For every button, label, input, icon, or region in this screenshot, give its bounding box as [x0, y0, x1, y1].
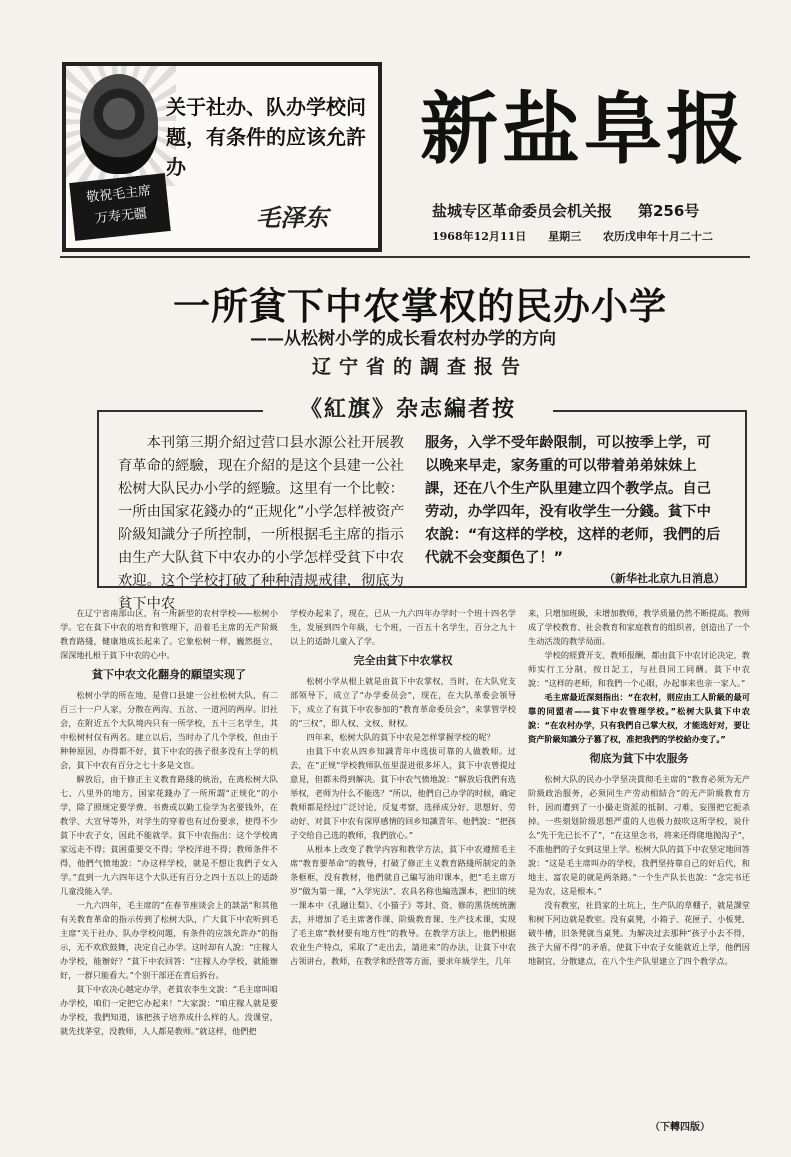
main-headline: 一所貧下中农掌权的民办小学	[173, 284, 667, 328]
ribbon-banner	[69, 173, 171, 241]
issue-number: 第256号	[638, 202, 700, 220]
report-label: 辽宁省的調查报告	[311, 356, 528, 378]
editor-note-column-1: 本刊第三期介紹过营口县水源公社开展教育革命的經驗，现在介紹的是这个县建一公社松树大队民办小学的經驗。这里有一个比較：一所由国家花錢办的“正规化”小学怎样被资产阶級知識分子所控制，一所根据毛主席的指示由生产大队貧下中农办的小学怎样受貧下中农欢迎。这个学校打破了种种清规戒律，彻底为貧下中农	[118, 435, 405, 612]
publication-date: 1968年12月11日	[432, 230, 527, 243]
article-paragraph: 松树小学从根上就是由貧下中农掌权，当时，在大队党支部领导下，成立了“办学委员会”，现在，在大队革委会領导下，成立了有貧下中农参加的“教育革命委员会”，来掌管学校的“三权”，即人权、文权、财权。	[290, 676, 516, 728]
ribbon-line1: 敬祝毛主席	[85, 183, 152, 206]
sub-headline: ——从松树小学的成长看农村办学的方向	[250, 329, 556, 349]
article-paragraph: 来，只增加班級，未增加教师，教学质量仍然不断提高。教师成了学校教育、社会教育和家庭教育的组织者，创造出了一个生动活泼的教学局面。	[528, 608, 750, 646]
article-column-3	[528, 606, 750, 1151]
article-paragraph: 学校办起来了，现在，已从一九六四年办学时一个班十四名学生，发展到四个年級，七个班，一百五十名学生，百分之九十以上的适龄儿童入了学。	[290, 608, 516, 646]
article-paragraph: 四年来，松树大队的貧下中农是怎样掌握学校的呢？	[306, 732, 495, 742]
lunar-date: 农历戊申年十月二十二	[602, 230, 713, 243]
article-column-1	[60, 606, 278, 1151]
weekday: 星期三	[548, 230, 582, 243]
article-paragraph: 貧下中农决心越定办学，老貧农李生文說：“毛主席叫咱办学校，咱们一定把它办起来！”大家說：“咱庄稼人就是要办学校，我們知道，该把孩子培养成什么样的人。没课堂，就先找茅堂，没教师，人人都是教师。”就这样，他們把	[60, 984, 278, 1036]
news-source: （新华社北京九日消息）	[604, 572, 725, 585]
date-line	[432, 228, 731, 244]
article-paragraph: 松树小学的所在地，是营口县建一公社松树大队，有二百三十一户人家，分散在两沟、五岔、一道河的两岸。旧社会，在附近五个大队境内只有一所学校，五十三名学生，其中松树村仅有两名。建立以后，当时办了几个学校，但由于种种原因，办得都不好，貧下中农的孩子很多没有上学的机会，貧下中农有百分之七十多是文盲。	[60, 690, 278, 770]
ribbon-line2: 万寿无疆	[94, 206, 148, 227]
article-paragraph: 毛主席最近深刻指出：“在农村，则应由工人阶級的最可靠的同盟者——貧下中农管理学校。”松树大队貧下中农說：“在农村办学，只有我們自己掌大权，才能选好对，要让资产阶級知識分子篡了权，准把我們的学校給办变了。”	[528, 692, 750, 744]
article-paragraph: 解放后，由于修正主义教育路綫的統治，在离松树大队七、八里外的地方，国家花錢办了一所所謂“正规化”的小学，除了照规定要学费、书费或以勤工俭学为名要钱外，在教学、大宣导等外，对学生的穿着也有过份要求，使得不少貧下中农子女，因此不能就学。貧下中农指出：这个学校离家远走不得；貧困重要交不得；学校洋进不得；教师条件不得，他們气愤地說：“办这样学校，就是不想让我們子女入学。”直到一九六四年这个大队还有百分之四十五以上的适龄儿童没能入学。	[60, 774, 278, 896]
article-paragraph: 没有教室，社員家的土坑上，生产队的草棚子，就是課堂和树下河边就是教室。没有桌凳，小箱子、花匣子、小板凳、破牛槽，旧条凳就当桌凳。为解决过去那种“孩子小去不得，孩子大留不得”的矛盾，使貧下中农子女能就近上学，他們因地制宜，分散建点，在八个生产队里建立了四个教学点。	[528, 900, 750, 966]
editor-note-column-2: 服务，入学不受年龄限制，可以按季上学，可以晚来早走，家务重的可以带着弟弟妹妹上課，还在八个生产队里建立四个教学点。自己劳动，办学四年，没有收学生一分錢。貧下中农說：“有这样的学校，这样的老师，我們的后代就不会变顏色了！”	[425, 435, 721, 566]
article-paragraph: 由貧下中农从四乡知識青年中选拔可靠的人做教师。过去，在“正规”学校教师队伍里混进很多坏人，貧下中农曾提过意見，但都未得到解决。貧下中农气愤地說：“解放后我們有选举权，老师为什么不能选？”所以，他們自己办学的时候，确定教师都是经过广泛讨论，反复考察，选择成分好、思想好、劳动好、对貧下中农有深厚感情的回乡知識青年。他們說：“把孩子交给自己选的教师，我們放心。”	[290, 746, 516, 840]
quotation-box	[62, 62, 382, 252]
section-heading-3: 彻底为貧下中农服务	[589, 752, 689, 765]
newspaper-name: 新盐阜报	[420, 85, 749, 175]
publisher-line: 盐城专区革命委员会机关报	[432, 202, 613, 220]
section-heading-1: 貧下中农文化翻身的願望实现了	[92, 668, 246, 681]
section-heading-2: 完全由貧下中农掌权	[353, 654, 453, 667]
article-paragraph: 学校的經費开支、教师报酬，都由貧下中农讨论决定，教师实行工分制，按日記工，与社員同工同酬。貧下中农說：“这样的老师，和我們一个心眼，办起事来也亲一家人。”	[528, 650, 750, 688]
article-intro: 在辽宁省南部山区，有一所新型的农村学校——松树小学。它在貧下中农的培育和管理下，沿着毛主席的无产阶級教育路綫，健康地成长起来了。它象松树一样，巍然挺立，深深地扎根于貧下中农的心中。	[60, 608, 278, 660]
article-column-2	[290, 606, 516, 1151]
continued-note: （下轉四版）	[650, 1122, 710, 1133]
article-paragraph: 松树大队的民办小学坚决貫彻毛主席的“教育必须为无产阶級政治服务，必须同生产劳动相結合”的无产阶級教育方针，因而遭到了一小撮走资派的抵制、刁难，妄图把它扼杀掉。一些刻划阶级思想严重的人也极力鼓吹这所学校，说什么“先干先已长不了”，“在这里念书，将来还得爬地抛沟子”，不准他們的子女到这里上学。松树大队的貧下中农坚定地回答說：“这是毛主席叫办的学校，我們坚持靠自己的好后代，和地主、富农是的就是两条路。”一个生产队长也說：“念完书还是为农，这是根本。”	[528, 774, 750, 896]
signature: 毛泽东	[256, 203, 328, 232]
article-paragraph: 一九六四年，毛主席的“在春节座谈会上的談話”和其他有关教育革命的指示传到了松树大队，广大貧下中农听到毛主席“关于社办、队办学校问題，有条件的应該允許办”的指示，无不欢欣鼓舞，决定自己办学。这时却有人說：“庄稼人办学校，能辦好？”貧下中农回答：“庄稼人办学校，就能辦好，一群只能看大。”个别干部还在背后拆台。	[60, 900, 278, 980]
editor-note-title: 《紅旗》杂志編者按	[263, 392, 553, 423]
article-paragraph: 从根本上改变了教学内容和教学方法，貧下中农遵照毛主席“教育要革命”的教导，打破了修正主义教育路綫所制定的条条框框，没有教材，他們就自己編写油印课本，把“毛主席万岁”做为第一课，“入学宪法”、农具名称也編选課本，把旧的统一课本中《孔融让梨》、《小猫子》等封、资、修的黑货统统删去，并增加了毛主席著作课、阶級教育课、生产技术课，实现了毛主席“教材要有地方性”的教导。在教学方法上，他們根据农业生产特点，采取了“走出去，請进来”的办法，让貧下中农占领讲台，教师，在教学和经营等方面，要求年級学生，几年	[290, 844, 516, 966]
quotation-text: 关于社办、队办学校问题，有条件的应该允許办	[166, 95, 366, 179]
masthead-divider	[60, 256, 750, 258]
portrait-image	[80, 74, 158, 174]
